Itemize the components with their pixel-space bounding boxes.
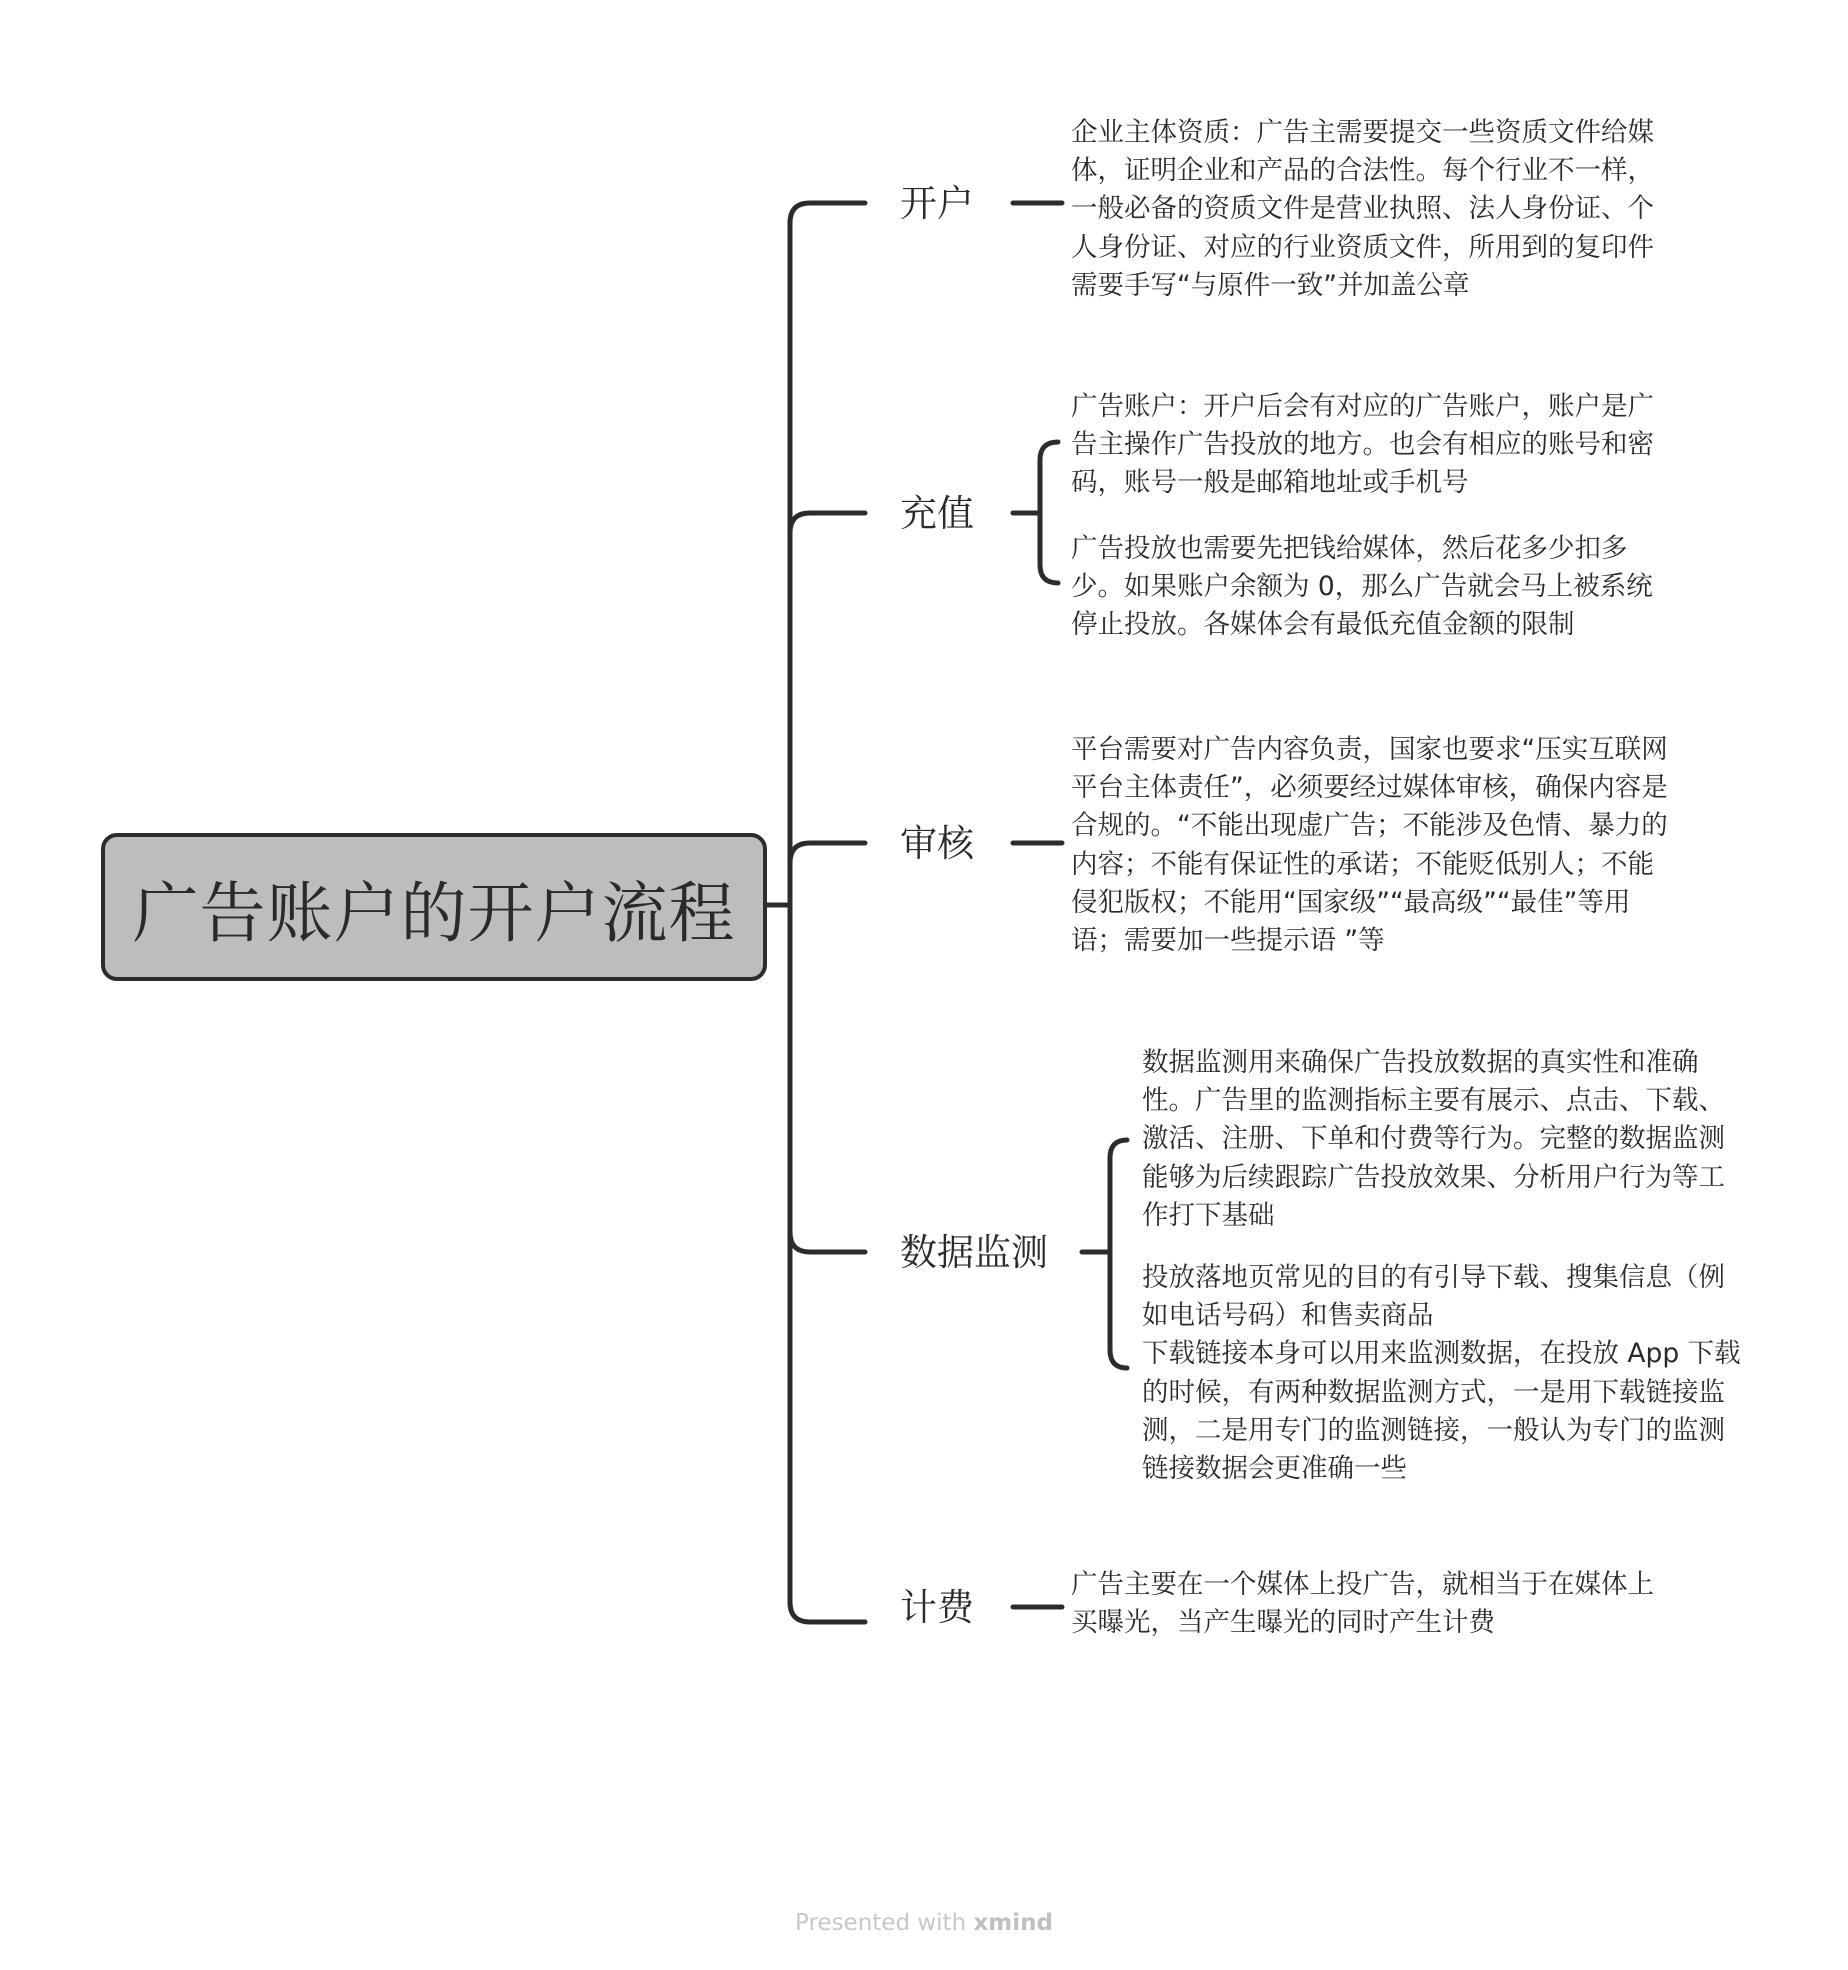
- footer-credit: [0, 1910, 1848, 1936]
- note-shujujiance-1: 数据监测用来确保广告投放数据的真实性和准确性。广告里的监测指标主要有展示、点击、下载、激活、注册、下单和付费等行为。完整的数据监测能够为后续跟踪广告投放效果、分析用户行为等工作打下基础: [1142, 1047, 1725, 1231]
- note-jifei: 广告主要在一个媒体上投广告，就相当于在媒体上买曝光，当产生曝光的同时产生计费: [1071, 1569, 1654, 1639]
- bracket-chongzhi: [1040, 442, 1058, 583]
- branch-shujujiance[interactable]: 数据监测: [900, 1231, 1048, 1274]
- root-title: 广告账户的开户流程: [132, 874, 736, 952]
- note-chongzhi-1: 广告账户：开户后会有对应的广告账户，账户是广告主操作广告投放的地方。也会有相应的账号和密码，账号一般是邮箱地址或手机号: [1071, 391, 1654, 499]
- note-kaihu: 企业主体资质：广告主需要提交一些资质文件给媒体，证明企业和产品的合法性。每个行业不一样，一般必备的资质文件是营业执照、法人身份证、个人身份证、对应的行业资质文件，所用到的复印件需要手写“与原件一致”并加盖公章: [1071, 117, 1654, 301]
- note-shenhe: 平台需要对广告内容负责，国家也要求“压实互联网平台主体责任”，必须要经过媒体审核，确保内容是合规的。“不能出现虚广告；不能涉及色情、暴力的内容；不能有保证性的承诺；不能贬低别人；不能侵犯版权；不能用“国家级”“最高级”“最佳”等用语；需要加一些提示语 ”等: [1071, 734, 1668, 957]
- note-chongzhi-2: 广告投放也需要先把钱给媒体，然后花多少扣多少。如果账户余额为 0，那么广告就会马上被系统停止投放。各媒体会有最低充值金额的限制: [1071, 533, 1653, 641]
- branch-chongzhi[interactable]: 充值: [900, 492, 974, 535]
- branch-kaihu[interactable]: 开户: [900, 182, 974, 225]
- stub-shujujiance: [790, 1232, 865, 1252]
- stub-chongzhi: [790, 513, 865, 533]
- stub-shenhe: [790, 843, 865, 863]
- footer-prefix: Presented with: [795, 1910, 974, 1936]
- branch-shenhe[interactable]: 审核: [900, 822, 974, 865]
- xmind-logo-text: xmind: [973, 1910, 1053, 1936]
- root-topic[interactable]: [101, 833, 767, 981]
- trunk-line: [790, 203, 865, 1622]
- bracket-shujujiance: [1110, 1140, 1127, 1368]
- note-shujujiance-2: 投放落地页常见的目的有引导下载、搜集信息（例如电话号码）和售卖商品 下载链接本身可以用来监测数据，在投放 App 下载的时候，有两种数据监测方式，一是用下载链接监测，二是用专门的监测链接，一般认为专门的监测链接数据会更准确一些: [1142, 1262, 1741, 1485]
- branch-jifei[interactable]: 计费: [900, 1586, 974, 1629]
